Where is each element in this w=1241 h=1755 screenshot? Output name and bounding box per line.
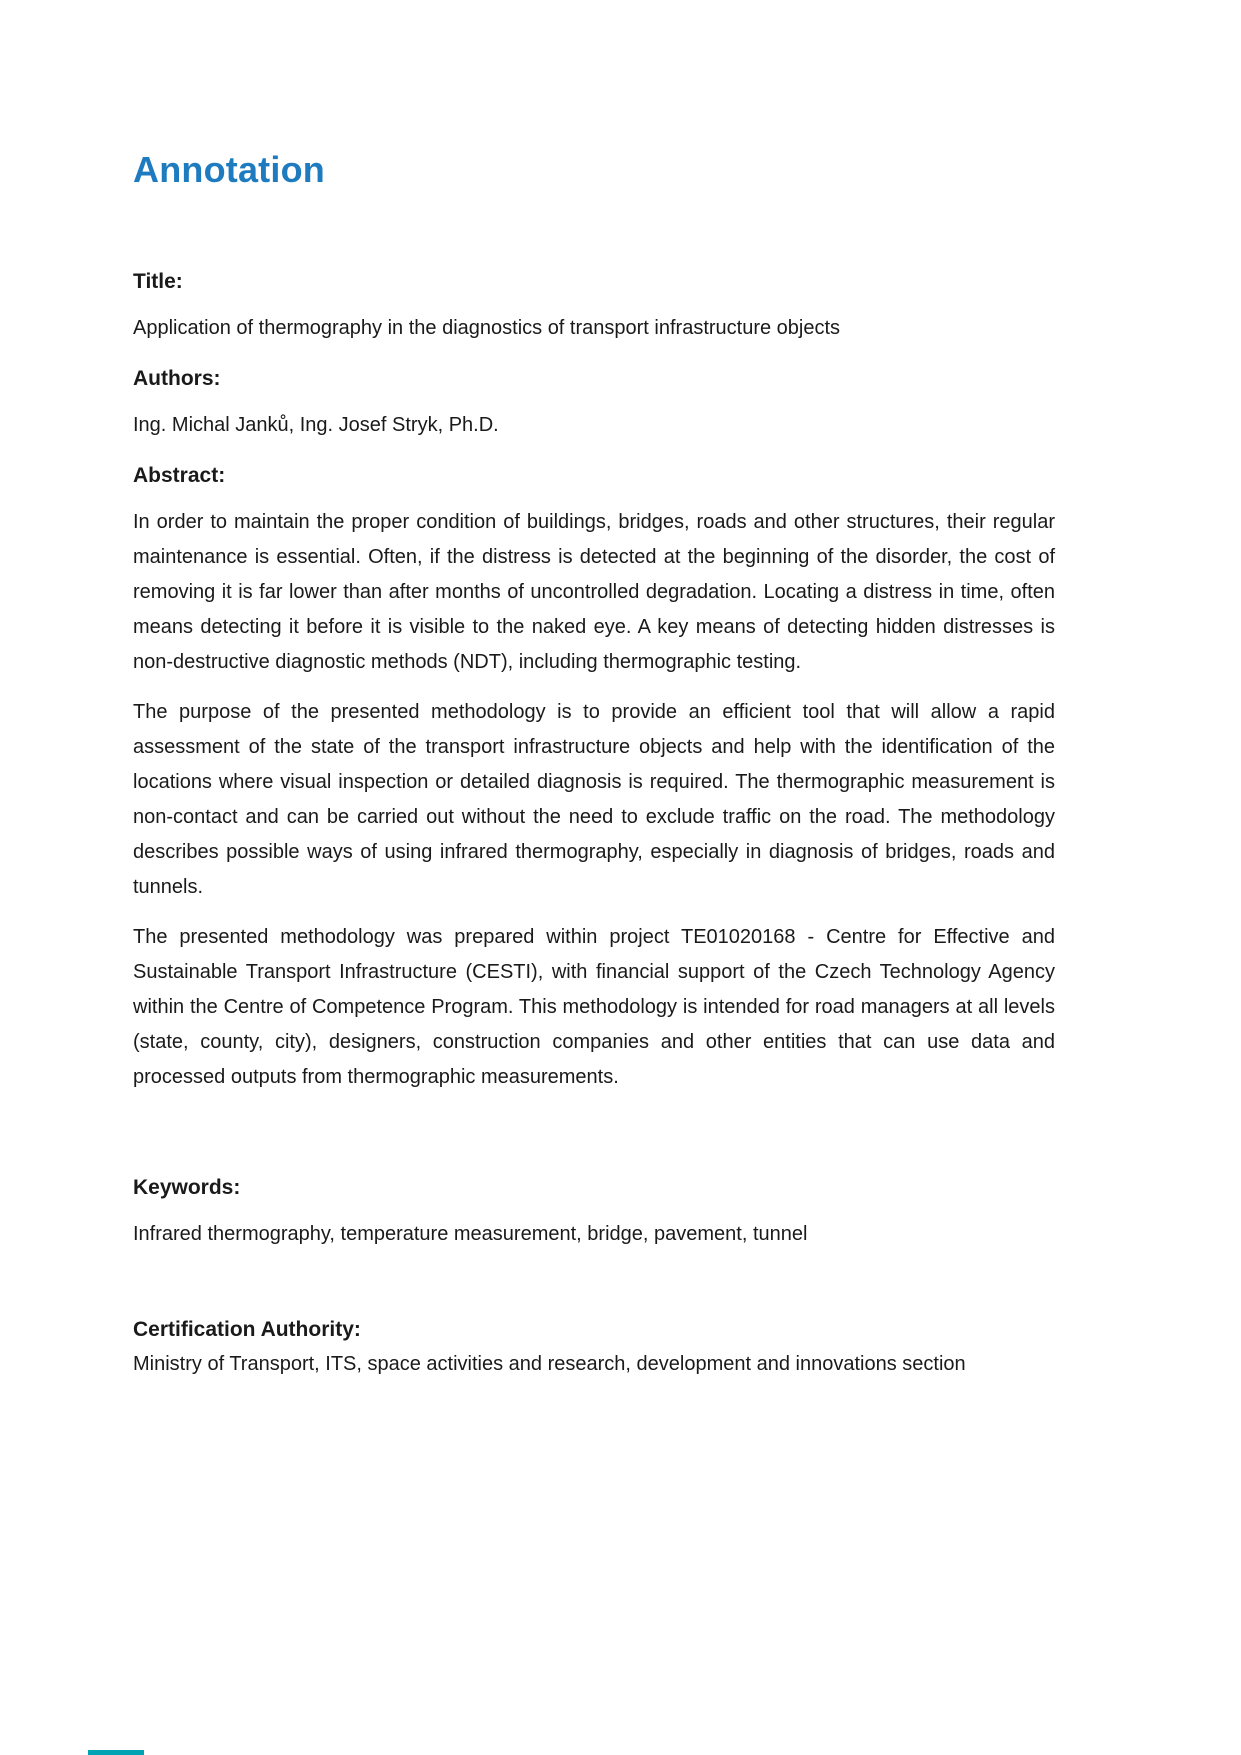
certification-authority-text: Ministry of Transport, ITS, space activities and research, development and innovations section [133,1353,966,1375]
section-authors [133,361,1055,443]
certification-authority-label: Certification Authority: [133,1318,361,1341]
section-title [133,264,1055,346]
abstract-paragraph-3: The presented methodology was prepared within project TE01020168 - Centre for Effective and Sustainable Transport Infrastructure (CESTI), with financial support of the Czech Technology Agency within the Centre of Competence Program. This methodology is intended for road managers at all levels (state, county, city), designers, construction companies and other entities that can use data and processed outputs from thermographic measurements. [133,926,1055,1088]
section-abstract [133,458,1055,1095]
authors-text: Ing. Michal Janků, Ing. Josef Stryk, Ph.D. [133,414,499,436]
abstract-label: Abstract: [133,464,226,487]
abstract-paragraph-2: The purpose of the presented methodology is to provide an efficient tool that will allow a rapid assessment of the state of the transport infrastructure objects and help with the identification of the locations where visual inspection or detailed diagnosis is required. The thermographic measurement is non-contact and can be carried out without the need to exclude traffic on the road. The methodology describes possible ways of using infrared thermography, especially in diagnosis of bridges, roads and tunnels. [133,701,1055,898]
vertical-spacer [133,1110,1055,1170]
authors-label: Authors: [133,367,221,390]
section-keywords [133,1170,1055,1252]
footer-accent-bar [88,1750,144,1755]
title-text: Application of thermography in the diagnostics of transport infrastructure objects [133,317,841,339]
vertical-spacer [133,1267,1055,1312]
abstract-paragraph-1: In order to maintain the proper condition of buildings, bridges, roads and other structures, their regular maintenance is essential. Often, if the distress is detected at the beginning of the disorder, the cost of removing it is far lower than after months of uncontrolled degradation. Locating a distress in time, often means detecting it before it is visible to the naked eye. A key means of detecting hidden distresses is non-destructive diagnostic methods (NDT), including thermographic testing. [133,511,1055,673]
page-title: Annotation [133,149,325,190]
keywords-label: Keywords: [133,1176,241,1199]
keywords-text: Infrared thermography, temperature measurement, bridge, pavement, tunnel [133,1223,808,1245]
section-certification-authority [133,1312,1055,1382]
title-label: Title: [133,270,183,293]
